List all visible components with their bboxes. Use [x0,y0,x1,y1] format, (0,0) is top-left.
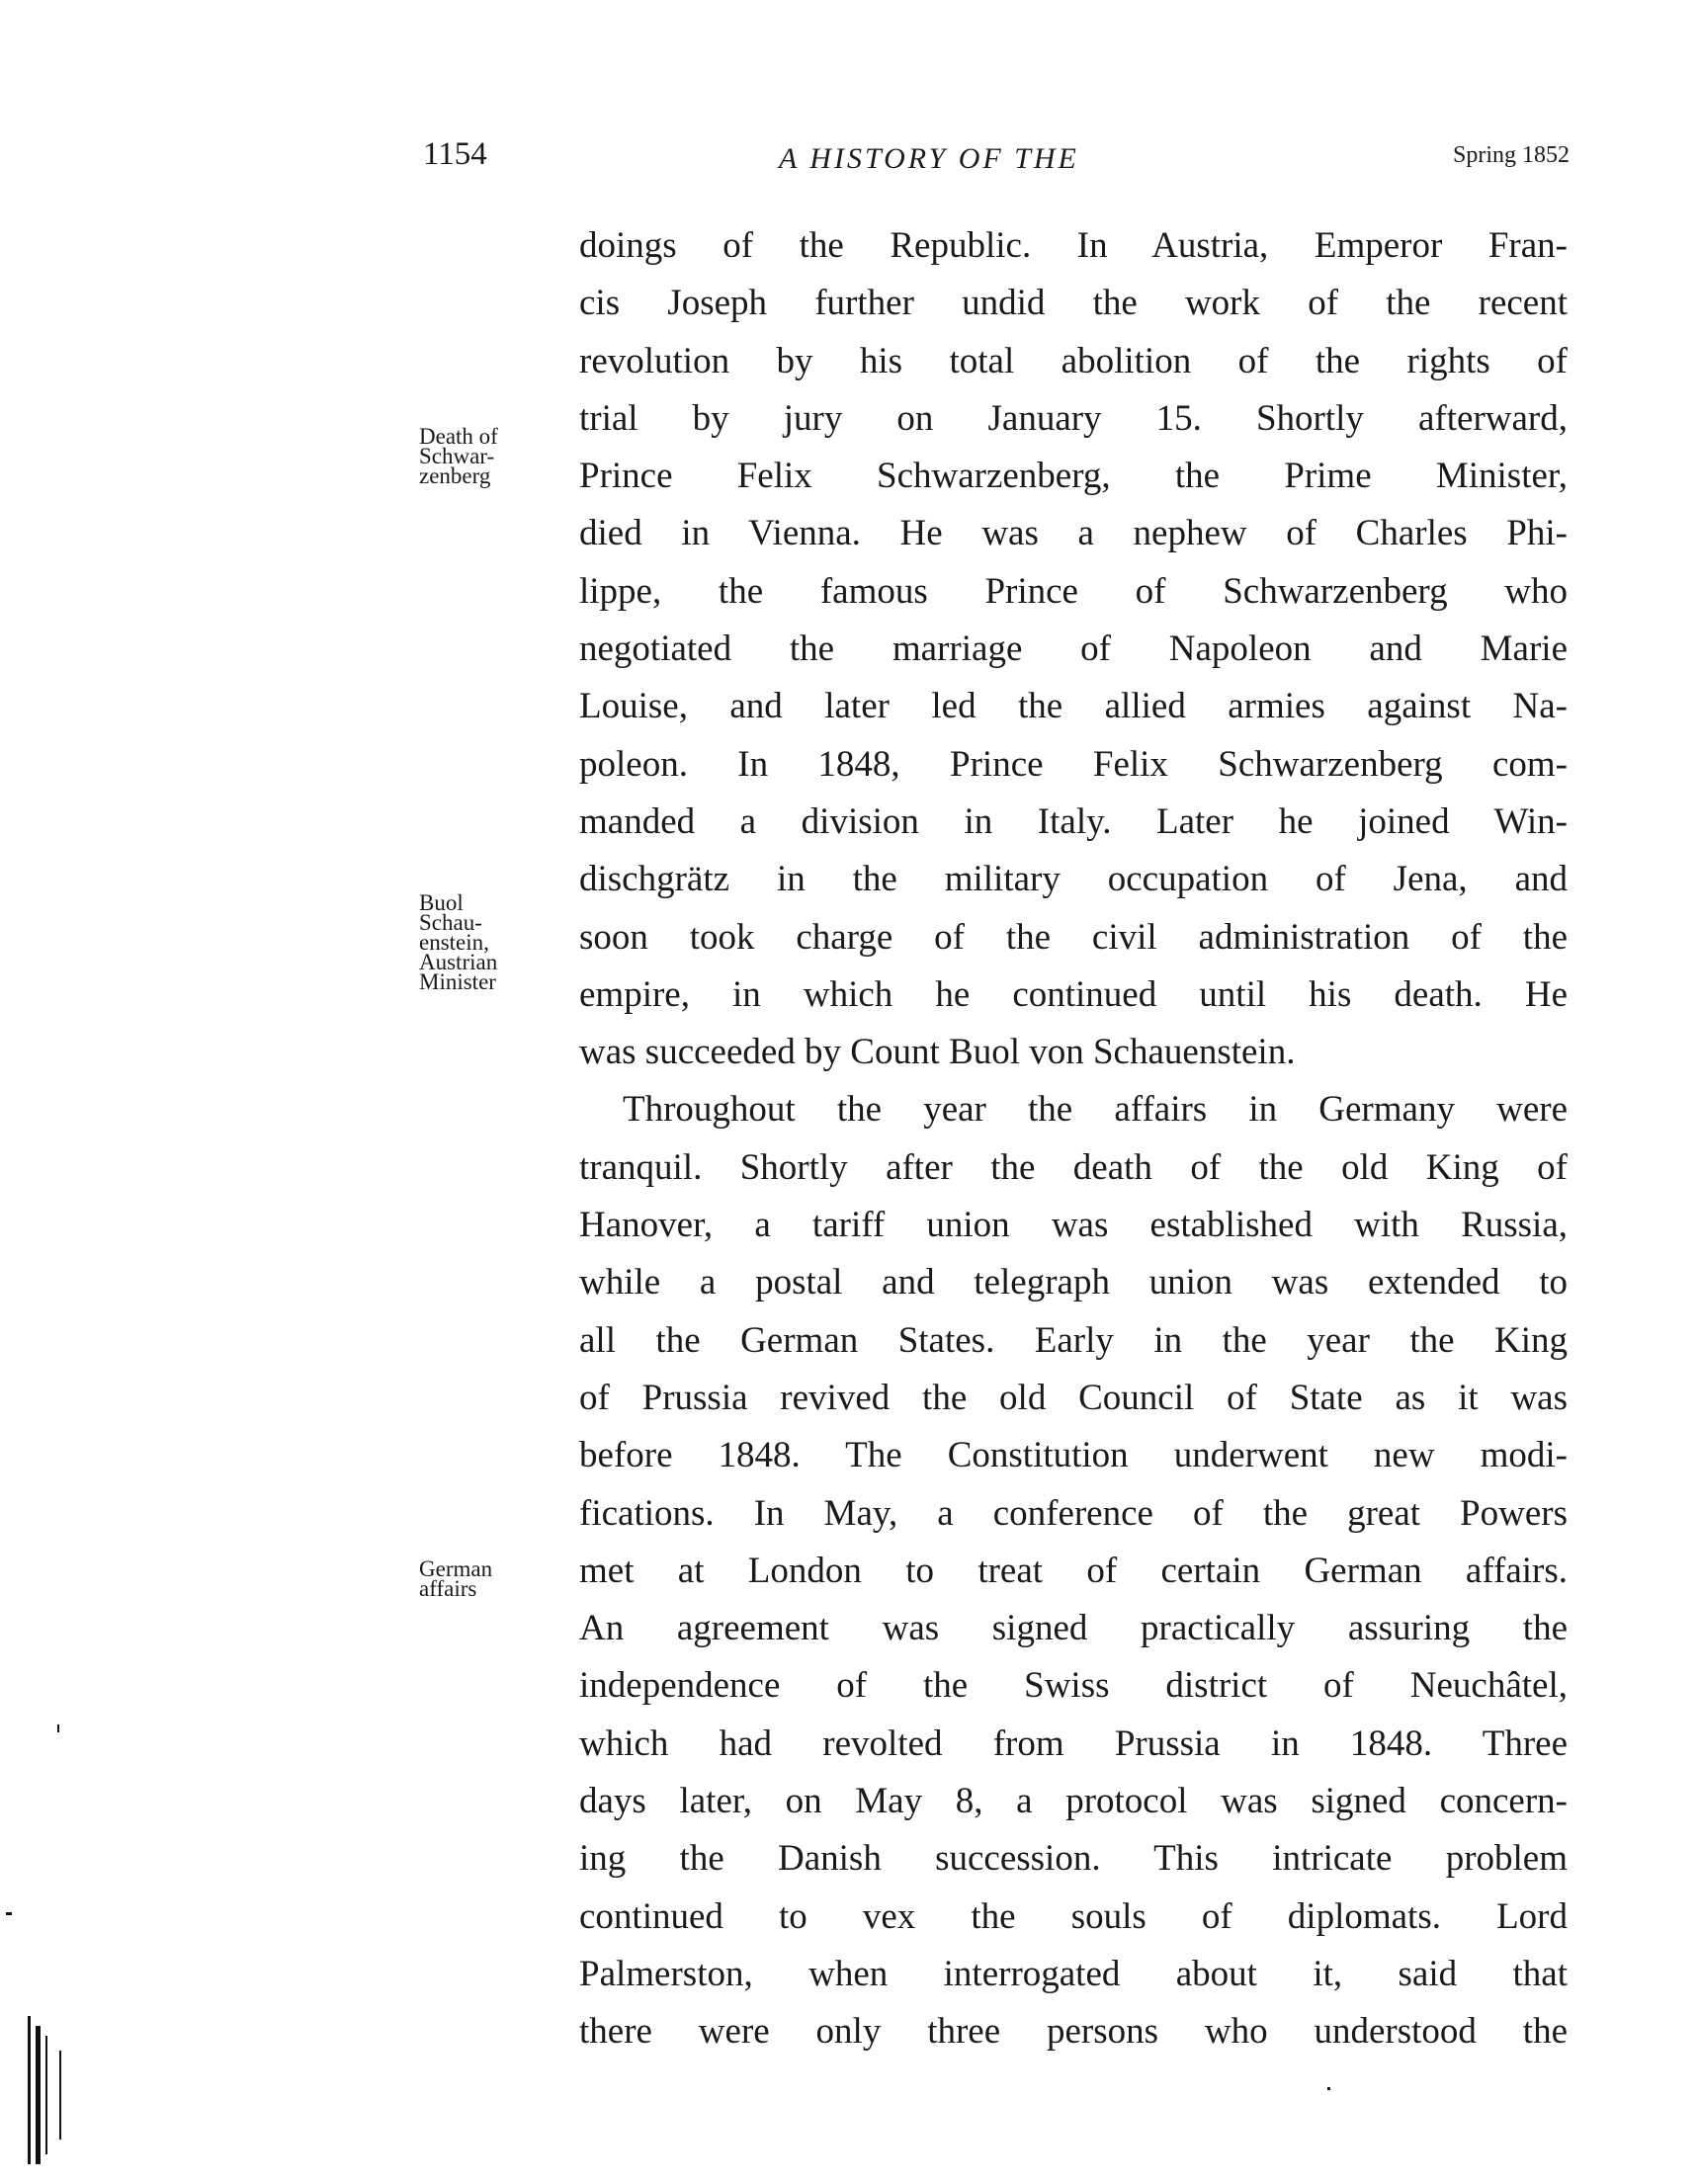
text-line: died in Vienna. He was a nephew of Charles Phi- [579,513,1568,554]
sidenote-line: zenberg [419,463,491,488]
scan-artifact [57,1724,59,1732]
text-line: continued to vex the souls of diplomats. Lord [579,1895,1568,1937]
text-line: soon took charge of the civil administration of the [579,916,1568,958]
text-line: days later, on May 8, a protocol was signed concern- [579,1781,1568,1822]
text-line: An agreement was signed practically assuring the [579,1608,1568,1649]
scan-artifact [45,2036,47,2154]
text-line: Prince Felix Schwarzenberg, the Prime Minister, [579,456,1568,497]
running-title: A HISTORY OF THE [779,142,1079,175]
sidenote-line: German [419,1556,493,1581]
text-line: cis Joseph further undid the work of the recent [579,283,1568,324]
text-line: of Prussia revived the old Council of State as it was [579,1377,1568,1418]
sidenote-line: Buol [419,890,464,915]
sidenote-line: affairs [419,1576,477,1601]
scan-artifact [6,1912,12,1915]
text-line: all the German States. Early in the year the King [579,1319,1568,1361]
text-line: Louise, and later led the allied armies against Na- [579,686,1568,727]
sidenote-death-of-schwarzenberg [419,424,538,488]
running-head [423,136,1570,186]
text-line: trial by jury on January 15. Shortly afterward, [579,397,1568,439]
page-number: 1154 [423,136,487,172]
text-line: while a postal and telegraph union was extended to [579,1262,1568,1303]
text-line: poleon. In 1848, Prince Felix Schwarzenberg com- [579,743,1568,785]
text-line: Hanover, a tariff union was established with Russia, [579,1205,1568,1246]
running-date: Spring 1852 [1452,142,1570,168]
text-line: dischgrätz in the military occupation of Jena, and [579,859,1568,900]
text-line: negotiated the marriage of Napoleon and Marie [579,629,1568,670]
text-line: there were only three persons who understood the [579,2011,1568,2053]
sidenote-line: Schwar- [419,444,495,468]
text-line: before 1848. The Constitution underwent new modi- [579,1435,1568,1476]
text-line: doings of the Republic. In Austria, Emperor Fran- [579,225,1568,266]
text-line: ing the Danish succession. This intricate problem [579,1838,1568,1880]
sidenote-line: enstein, [419,930,489,955]
text-line: manded a division in Italy. Later he joined Win- [579,800,1568,842]
scan-artifact [28,2016,31,2164]
scan-artifact [1327,2087,1330,2090]
sidenote-line: Minister [419,969,496,994]
sidenote-line: Schau- [419,910,482,935]
sidenote-line: Death of [419,424,498,449]
text-line: met at London to treat of certain German affairs. [579,1550,1568,1591]
text-line: Palmerston, when interrogated about it, said that [579,1953,1568,1994]
sidenote-buol-schauenstein [419,890,538,994]
body-text [579,217,1568,2061]
text-line: Throughout the year the affairs in Germany were [623,1089,1568,1131]
text-line: revolution by his total abolition of the rights of [579,340,1568,381]
text-line: which had revolted from Prussia in 1848. Three [579,1722,1568,1764]
text-line: lippe, the famous Prince of Schwarzenberg who [579,570,1568,612]
text-line: empire, in which he continued until his death. He [579,973,1568,1015]
text-line: independence of the Swiss district of Neuchâtel, [579,1665,1568,1707]
sidenote-german-affairs [419,1556,538,1601]
sidenote-line: Austrian [419,950,498,974]
text-line: fications. In May, a conference of the great Powers [579,1492,1568,1534]
scan-artifact [59,2051,61,2140]
text-line: was succeeded by Count Buol von Schauenstein. [579,1032,1296,1073]
scan-artifact [36,2026,41,2164]
text-line: tranquil. Shortly after the death of the old King of [579,1146,1568,1188]
